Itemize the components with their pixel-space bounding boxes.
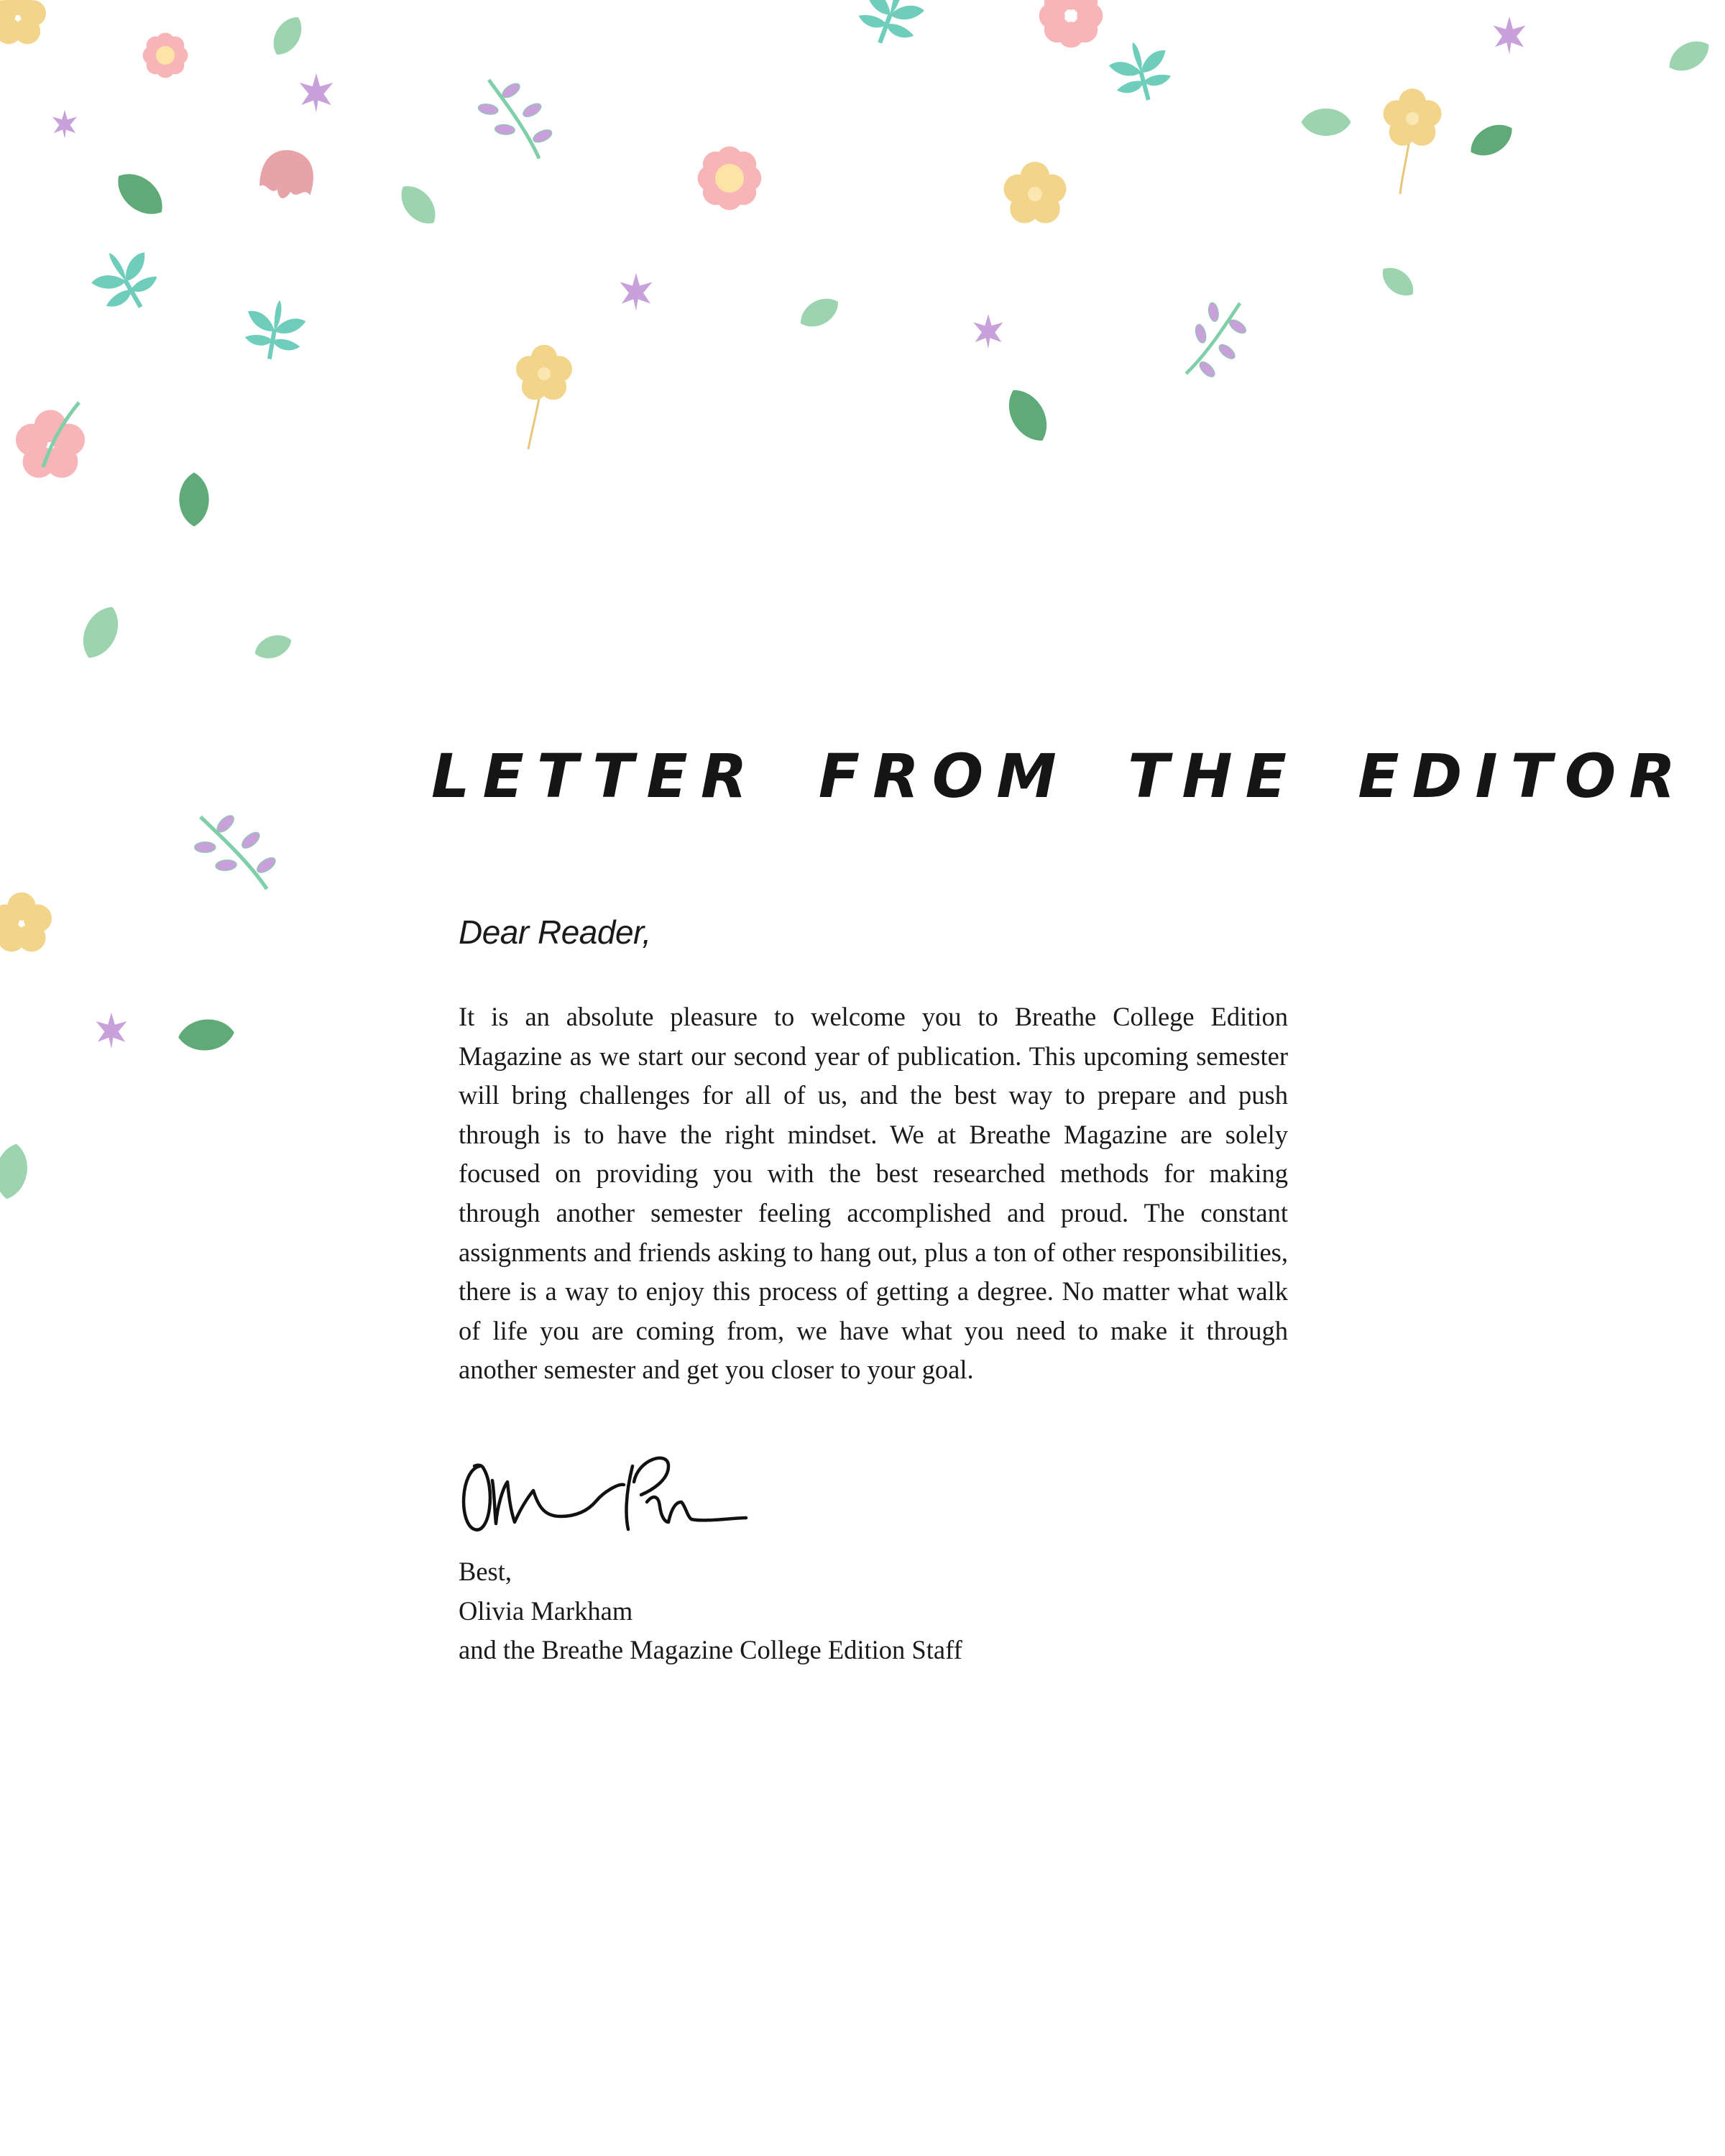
- signature-icon: [453, 1437, 755, 1538]
- closing-line: Best,: [459, 1557, 512, 1586]
- letter-body: It is an absolute pleasure to welcome you to Breathe College Edition Magazine as we start our second year of publication. This upcoming semester will bring challenges for all of us, and the best way to prepare and push through is to have the right mindset. We at Breathe Magazine are solely focused on providing you with the best researched methods for making through another semester feeling accomplished and proud. The constant assignments and friends asking to hang out, plus a ton of other responsibilities, there is a way to enjoy this process of getting a degree. No matter what walk of life you are coming from, we have what you need to make it through another semester and get you closer to your goal.: [459, 1002, 1288, 1385]
- closing-block: [459, 1552, 962, 1670]
- salutation: Dear Reader,: [459, 913, 651, 951]
- author-name: Olivia Markham: [459, 1595, 633, 1626]
- page-title: LETTER FROM THE EDITOR: [431, 741, 1689, 811]
- staff-line: and the Breathe Magazine College Edition Staff: [459, 1635, 962, 1665]
